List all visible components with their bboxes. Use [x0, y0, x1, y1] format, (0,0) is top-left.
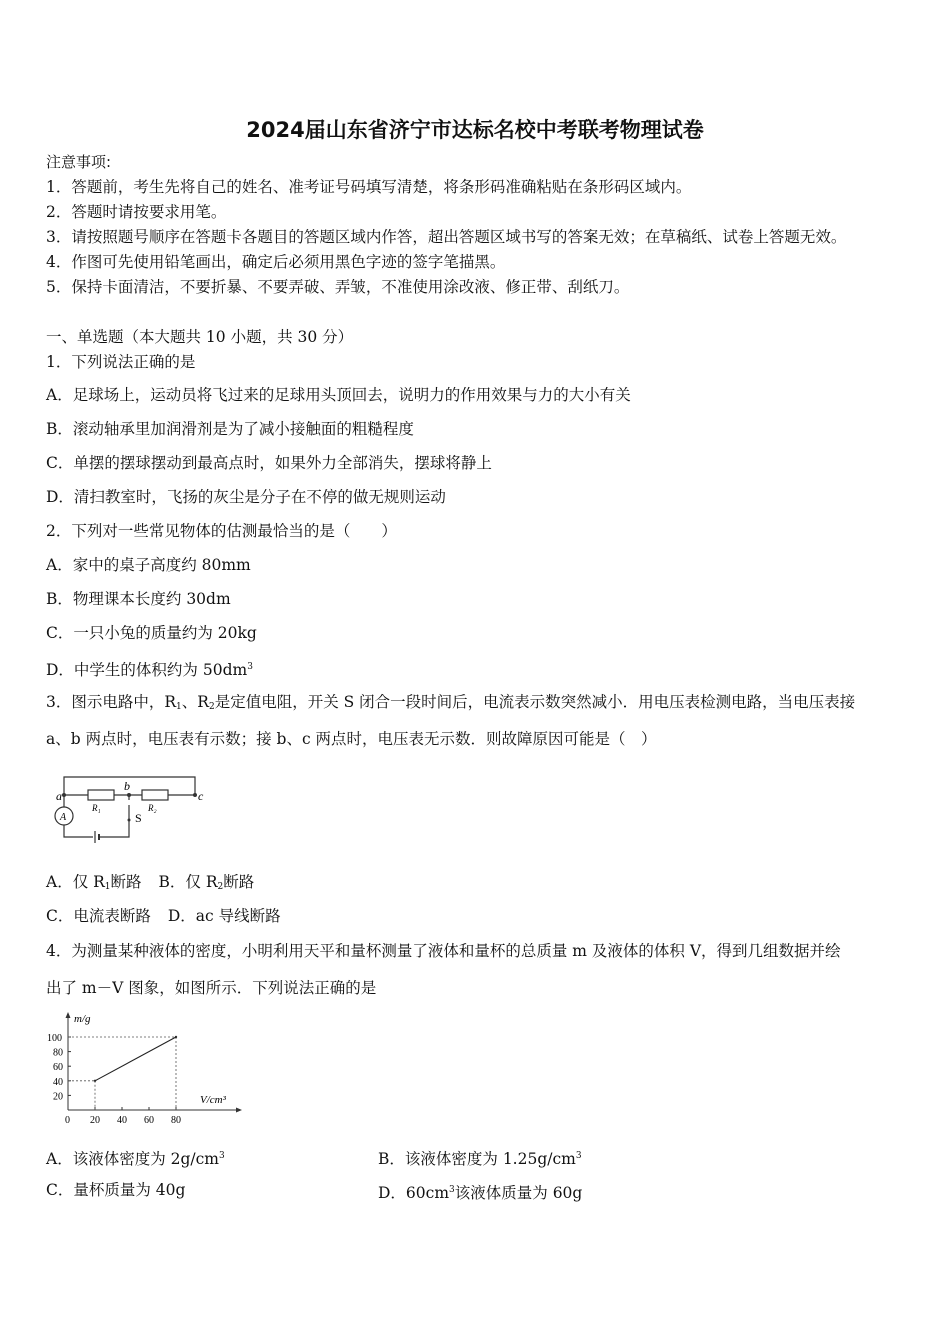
- circuit-diagram: [50, 770, 210, 860]
- question-stem-line1: 4．为测量某种液体的密度，小明利用天平和量杯测量了液体和量杯的总质量 m 及液体的体积 V，得到几组数据并绘: [46, 942, 841, 960]
- y-tick-label: 20: [53, 1091, 63, 1103]
- chart-xlabel: V/cm³: [200, 1094, 226, 1106]
- x-tick-label: 80: [171, 1115, 181, 1126]
- label-b: b: [124, 779, 130, 793]
- option-d: D．中学生的体积约为 $50dm^3$: [46, 661, 253, 679]
- question-stem: 2．下列对一些常见物体的估测最恰当的是（ ）: [46, 522, 397, 540]
- series-line: [95, 1037, 176, 1081]
- resistor-r1: [88, 790, 114, 800]
- y-tick-label: 80: [53, 1047, 63, 1059]
- x-tick-label: 60: [144, 1115, 154, 1126]
- y-tick-label: 100: [47, 1033, 62, 1044]
- option-c: C．电流表断路: [46, 907, 151, 925]
- option-b: B．滚动轴承里加润滑剂是为了减小接触面的粗糙程度: [46, 420, 414, 438]
- chart-ylabel: m/g: [74, 1013, 91, 1025]
- x-tick-label: 0: [65, 1115, 70, 1126]
- option-a: A．足球场上，运动员将飞过来的足球用头顶回去，说明力的作用效果与力的大小有关: [46, 386, 631, 404]
- option-a: A．该液体密度为 $2g/cm^3$: [46, 1150, 225, 1168]
- x-tick-label: 40: [117, 1115, 127, 1126]
- question-stem-line1: 3．图示电路中，$R_1$、$R_2$是定值电阻，开关 S 闭合一段时间后，电流表示数突然减小．用电压表检测电路，当电压表接: [46, 693, 856, 712]
- label-c: c: [198, 789, 204, 803]
- notice-item: 3．请按照题号顺序在答题卡各题目的答题区域内作答，超出答题区域书写的答案无效；在草稿纸、试卷上答题无效。: [46, 228, 847, 246]
- question-stem: 1．下列说法正确的是: [46, 353, 196, 371]
- notice-heading: 注意事项:: [46, 153, 112, 171]
- notice-item: 4．作图可先使用铅笔画出，确定后必须用黑色字迹的签字笔描黑。: [46, 253, 506, 271]
- label-r2: R₂: [148, 803, 157, 813]
- option-c: C．单摆的摆球摆动到最高点时，如果外力全部消失，摆球将静上: [46, 454, 492, 472]
- option-a: A．家中的桌子高度约 80mm: [46, 556, 251, 574]
- option-c: C．量杯质量为 40g: [46, 1181, 186, 1199]
- label-ammeter: A: [60, 812, 67, 823]
- option-d: D．ac 导线断路: [167, 907, 281, 925]
- label-a: a: [56, 789, 62, 803]
- question-stem-line2: 出了 m－V 图象，如图所示．下列说法正确的是: [46, 979, 377, 997]
- label-r1: R₁: [92, 803, 101, 813]
- label-s: S: [135, 811, 142, 825]
- notice-item: 2．答题时请按要求用笔。: [46, 203, 227, 221]
- y-tick-label: 60: [53, 1062, 63, 1074]
- notice-item: 1．答题前，考生先将自己的姓名、准考证号码填写清楚，将条形码准确粘贴在条形码区域内。: [46, 178, 692, 196]
- notice-item: 5．保持卡面清洁，不要折暴、不要弄破、弄皱，不准使用涂改液、修正带、刮纸刀。: [46, 278, 630, 296]
- option-b: B．物理课本长度约 30dm: [46, 590, 231, 608]
- option-d: D．$60cm^3$该液体质量为 60g: [378, 1184, 583, 1202]
- y-tick-label: 40: [53, 1076, 63, 1088]
- option-b: B．仅 $R_2$断路: [158, 873, 255, 892]
- m-v-chart: [40, 1008, 250, 1130]
- options-cd: [46, 906, 281, 926]
- option-c: C．一只小兔的质量约为 20kg: [46, 624, 257, 642]
- resistor-r2: [142, 790, 168, 800]
- option-d: D．清扫教室时，飞扬的灰尘是分子在不停的做无规则运动: [46, 488, 446, 506]
- page-title: 2024届山东省济宁市达标名校中考联考物理试卷: [246, 118, 704, 142]
- option-b: B．该液体密度为 $1.25g/cm^3$: [378, 1150, 582, 1168]
- section-heading: 一、单选题（本大题共 10 小题，共 30 分）: [46, 328, 354, 346]
- x-tick-label: 20: [90, 1115, 100, 1126]
- options-ab: [46, 872, 254, 897]
- option-a: A．仅 $R_1$断路: [46, 873, 142, 892]
- question-stem-line2: a、b 两点时，电压表有示数；接 b、c 两点时，电压表无示数．则故障原因可能是（ ）: [46, 730, 657, 748]
